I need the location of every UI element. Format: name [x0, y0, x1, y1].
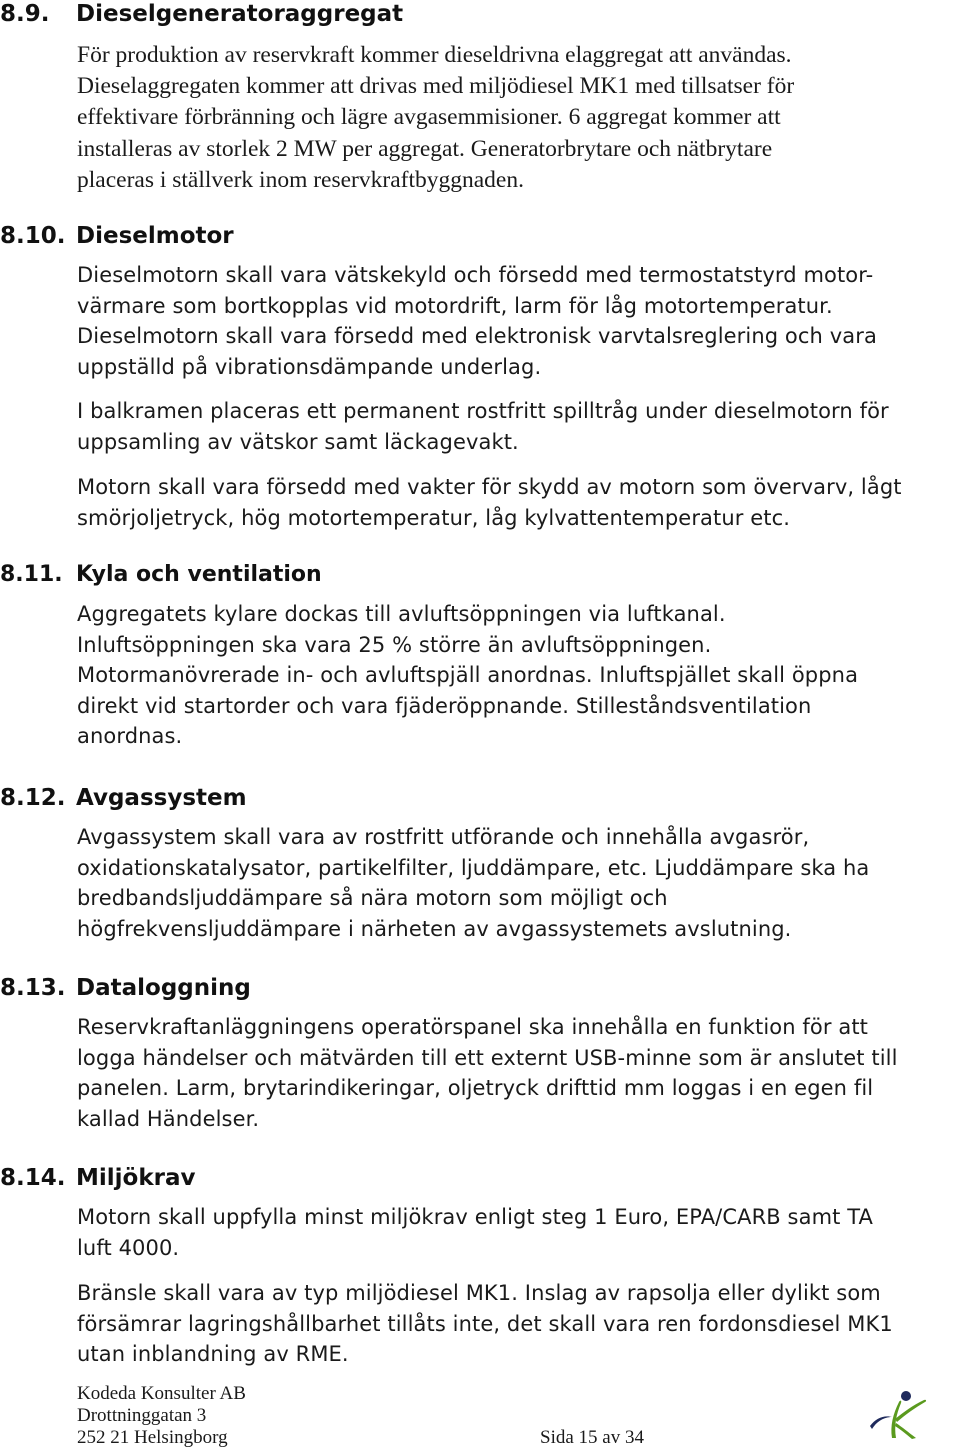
text-line: uppställd på vibrationsdämpande underlag.: [77, 354, 542, 379]
text-line: Motormanövrerade in- och avluftspjäll anordnas. Inluftspjället skall öppna: [77, 663, 859, 687]
paragraph: [77, 599, 957, 752]
paragraph: [77, 472, 957, 533]
text-line: Dieselmotorn skall vara vätskekyld och försedd med termostatstyrd motor-: [77, 263, 874, 287]
section-heading: [0, 0, 403, 28]
text-line: högfrekvensljuddämpare i närheten av avgassystemets avslutning.: [77, 916, 792, 941]
section-title: Dieselgeneratoraggregat: [76, 1, 404, 27]
text-line: uppsamling av vätskor samt läckagevakt.: [77, 429, 519, 454]
section-number: 8.9.: [0, 1, 50, 27]
section-number: 8.13.: [0, 975, 66, 1001]
text-line: direkt vid startorder och vara fjäderöppnande. Stilleståndsventilation: [77, 693, 812, 718]
section-number: 8.14.: [0, 1165, 66, 1191]
section-number: 8.11.: [0, 562, 63, 587]
text-line: Avgassystem skall vara av rostfritt utförande och innehålla avgasrör,: [77, 825, 810, 849]
kodeda-logo-icon: [866, 1388, 928, 1442]
text-line: anordnas.: [77, 724, 183, 748]
text-line: För produktion av reservkraft kommer dieseldrivna elaggregat att användas.: [77, 42, 792, 68]
paragraph: [77, 822, 957, 944]
text-line: Bränsle skall vara av typ miljödiesel MK1. Inslag av rapsolja eller dylikt som: [77, 1281, 881, 1305]
paragraph: [77, 40, 957, 196]
footer-company: Kodeda Konsulter AB: [77, 1383, 246, 1404]
section-heading: [0, 222, 234, 250]
text-line: logga händelser och mätvärden till ett externt USB-minne som är anslutet till: [77, 1045, 898, 1070]
section-title: Avgassystem: [76, 785, 247, 811]
text-line: luft 4000.: [77, 1235, 180, 1260]
text-line: utan inblandning av RME.: [77, 1342, 349, 1366]
text-line: kallad Händelser.: [77, 1106, 260, 1131]
section-heading: [0, 1164, 196, 1192]
text-line: Motorn skall vara försedd med vakter för skydd av motorn som övervarv, lågt: [77, 475, 902, 499]
page-number: Sida 15 av 34: [540, 1427, 644, 1448]
section-title: Dieselmotor: [76, 223, 234, 249]
text-line: försämrar lagringshållbarhet tillåts inte, det skall vara ren fordonsdiesel MK1: [77, 1311, 893, 1336]
text-line: I balkramen placeras ett permanent rostfritt spilltråg under dieselmotorn för: [77, 399, 889, 423]
text-line: oxidationskatalysator, partikelfilter, ljuddämpare, etc. Ljuddämpare ska ha: [77, 855, 870, 880]
section-heading: [0, 561, 322, 589]
text-line: Dieselaggregaten kommer att drivas med miljödiesel MK1 med tillsatser för: [77, 73, 795, 100]
paragraph: [77, 1278, 957, 1370]
text-line: Aggregatets kylare dockas till avluftsöppningen via luftkanal.: [77, 602, 726, 626]
footer-street: Drottninggatan 3: [77, 1405, 207, 1426]
text-line: Dieselmotorn skall vara försedd med elektronisk varvtalsreglering och vara: [77, 324, 877, 348]
section-title: Dataloggning: [76, 975, 251, 1001]
section-heading: [0, 784, 247, 812]
section-title: Kyla och ventilation: [76, 562, 322, 587]
footer-city: 252 21 Helsingborg: [77, 1427, 228, 1448]
section-title: Miljökrav: [76, 1165, 196, 1191]
text-line: effektivare förbränning och lägre avgasemmisioner. 6 aggregat kommer att: [77, 104, 781, 131]
paragraph: [77, 260, 957, 382]
text-line: smörjoljetryck, hög motortemperatur, låg kylvattentemperatur etc.: [77, 505, 791, 530]
text-line: placeras i ställverk inom reservkraftbyggnaden.: [77, 166, 524, 193]
text-line: värmare som bortkopplas vid motordrift, larm för låg motortemperatur.: [77, 293, 833, 318]
paragraph: [77, 1012, 957, 1134]
text-line: Inluftsöppningen ska vara 25 % större än avluftsöppningen.: [77, 632, 712, 657]
paragraph: [77, 1202, 957, 1263]
text-line: bredbandsljuddämpare så nära motorn som möjligt och: [77, 886, 668, 910]
section-heading: [0, 974, 251, 1002]
text-line: panelen. Larm, brytarindikeringar, oljetryck drifttid mm loggas i en egen fil: [77, 1076, 874, 1100]
text-line: Motorn skall uppfylla minst miljökrav enligt steg 1 Euro, EPA/CARB samt TA: [77, 1205, 873, 1229]
paragraph: [77, 396, 957, 457]
text-line: Reservkraftanläggningens operatörspanel ska innehålla en funktion för att: [77, 1015, 868, 1039]
section-number: 8.10.: [0, 223, 66, 249]
section-number: 8.12.: [0, 785, 66, 811]
text-line: installeras av storlek 2 MW per aggregat. Generatorbrytare och nätbrytare: [77, 135, 773, 162]
